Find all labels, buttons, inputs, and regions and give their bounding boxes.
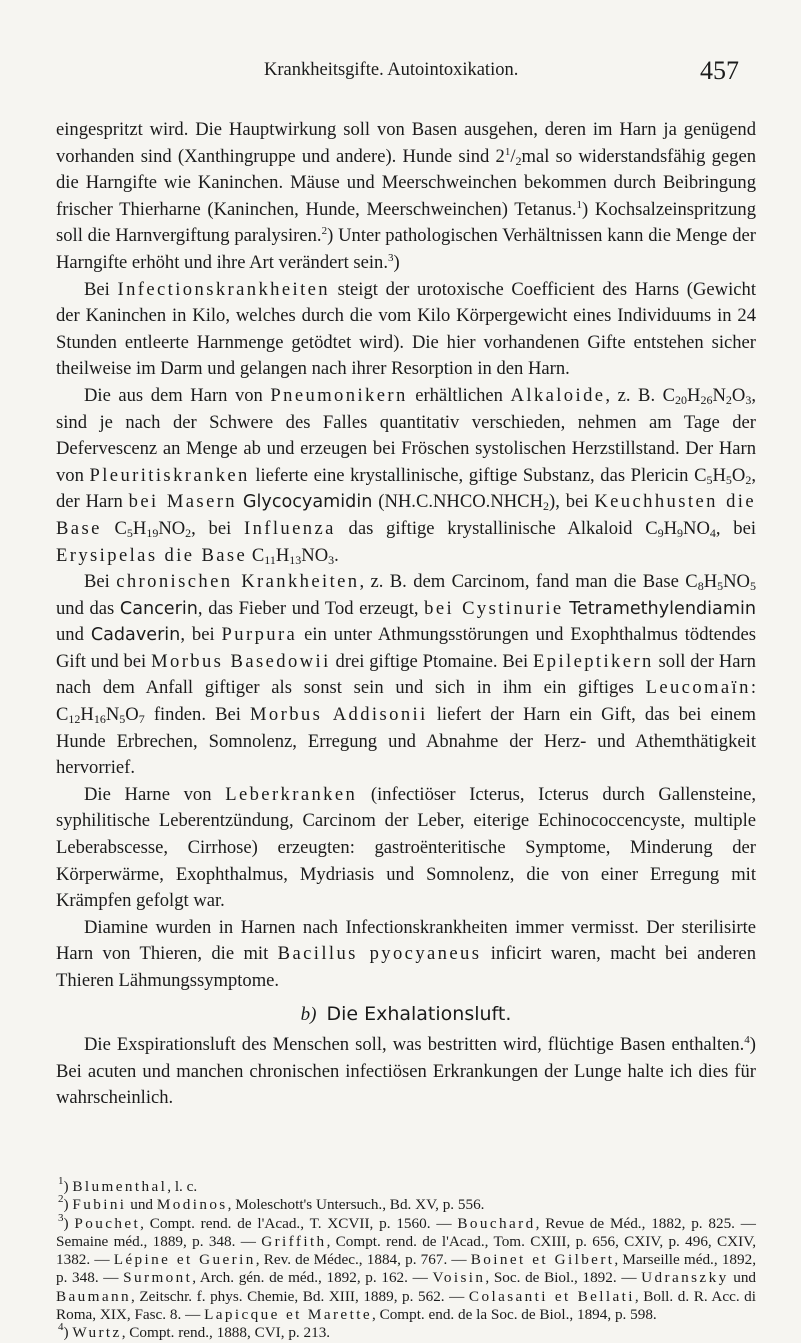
footnote-1: $^1$) Blumenthal, l. c. [58,1175,198,1195]
body-text [56,117,756,1112]
section-label: b) [300,1003,317,1025]
page-number: 457 [700,56,739,85]
paragraph-harngifte: eingespritzt wird. Die Hauptwirkung soll von Basen ausgehen, deren im Harn ja genügend vorhanden sind (Xanthingruppe und andere). Hunde sind $2^1/_2mal$ so widerstandsfähig gegen die Harngifte wie Kaninchen. Mäuse und Meerschweinchen bekommen durch Beibringung frischer Thierharne (Kaninchen, Hunde, Meerschweinchen) Tetanus.$^1$) Kochsalzeinspritzung soll die Harnvergiftung paralysiren.$^2$) Unter pathologischen Verhältnissen kann die Menge der Harngifte erhöht und ihre Art verändert sein.$^3$) [56,119,756,273]
running-head [56,58,745,88]
paragraph-leberkranke: Die Harne von Leberkranken (infectiöser Icterus, Icterus durch Gallensteine, syphilitische Leberentzündung, Carcinom der Leber, eiterige Echinococcencyste, multiple Leberabscesse, Cirrhose) erzeugten: gastroënteritische Symptome, Minderung der Körperwärme, Exophthalmus, Mydriasis und Somnolenz, die von einer Erregung mit Krämpfen gefolgt war. [56,783,756,912]
footnotes [56,1175,757,1343]
footnote-4: $^4$) Wurtz, Compt. rend., 1888, CVI, p. 213. [58,1321,331,1342]
paragraph-exspirationsluft: Die Exspirationsluft des Menschen soll, was bestritten wird, flüchtige Basen enthalten.$^4$) Bei acuten und manchen chronischen infectiösen Erkrankungen der Lunge halte ich dies für wahrscheinlich. [56,1034,756,1109]
paragraph-pneumoniker: Die aus dem Harn von Pneumonikern erhältlichen Alkaloide, z. B. $C_{20}H_{26}N_2O_3$, sind je nach der Schwere des Falles quantitativ verschieden, nehmen am Tage der Defervescenz an Menge ab und erzeugen bei Fröschen systolischen Herzstillstand. Der Harn von Pleuritiskranken lieferte eine krystallinische, giftige Substanz, das Plericin $C_5H_5O_2$, der Harn bei Masern Glycocyamidin $(NH.C.NHCO.NHCH_2)$, bei Keuchhusten die Base $C_5H_{19}NO_2$, bei Influenza das giftige krystallinische Alkaloid $C_9H_9NO_4$, bei Erysipelas die Base $C_{11}H_{13}NO_3$. [56,384,757,567]
footnote-2: $^2$) Fubini und Modinos, Moleschott's Untersuch., Bd. XV, p. 556. [58,1193,485,1214]
paragraph-chronische-krankheiten: Bei chronischen Krankheiten, z. B. dem Carcinom, fand man die Base $C_8H_5NO_5$ und das Cancerin, das Fieber und Tod erzeugt, bei Cystinurie Tetramethylendiamin und Cadaverin, bei Purpura ein unter Athmungsstörungen und Exophthalmus tödtendes Gift und bei Morbus Basedowii drei giftige Ptomaine. Bei Epileptikern soll der Harn nach dem Anfall giftiger als sonst sein und sich in ihm ein giftiges Leucomaïn: $C_{12}H_{16}N_5O_7$ finden. Bei Morbus Addisonii liefert der Harn ein Gift, das bei einem Hunde Erbrechen, Somnolenz, Erregung und Abnahme der Herz- und Athemthätigkeit hervorrief. [56,571,756,779]
paragraph-infectionskrankheiten: Bei Infectionskrankheiten steigt der urotoxische Coefficient des Harns (Gewicht der Kaninchen in Kilo, welches durch die vom Kilo Körpergewicht eines Individuums in 24 Stunden entleerte Harnmenge getödtet wird). Die hier vorhandenen Gifte entstehen sicher theilweise im Darm und gelangen nach ihrer Resorption in den Harn. [56,278,756,380]
running-title: Krankheitsgifte. Autointoxikation. [264,60,519,80]
section-title: Die Exhalationsluft. [326,1002,512,1025]
footnote-3: $^3$) Pouchet, Compt. rend. de l'Acad., T. XCVII, p. 1560. — Bouchard, Revue de Méd., 1882, p. 825. — Semaine méd., 1889, p. 348. — Griffith, Compt. rend. de l'Acad., Tom. CXIII, p. 656, CXIV, p. 496, CXIV, 1382. — Lépine et Guerin, Rev. de Médec., 1884, p. 767. — Boinet et Gilbert, Marseille méd., 1892, p. 348. — Surmont, Arch. gén. de méd., 1892, p. 162. — Voisin, Soc. de Biol., 1892. — Udranszky und Baumann, Zeitschr. f. phys. Chemie, Bd. XIII, 1889, p. 562. — Colasanti et Bellati, Boll. d. R. Acc. di Roma, XIX, Fasc. 8. — Lapicque et Marette, Compt. end. de la Soc. de Biol., 1894, p. 598. [56,1211,757,1324]
section-heading [56,1001,756,1029]
paragraph-diamine: Diamine wurden in Harnen nach Infectionskrankheiten immer vermisst. Der sterilisirte Harn von Thieren, die mit Bacillus pyocyaneus inficirt waren, macht bei anderen Thieren Lähmungssymptome. [56,916,756,991]
